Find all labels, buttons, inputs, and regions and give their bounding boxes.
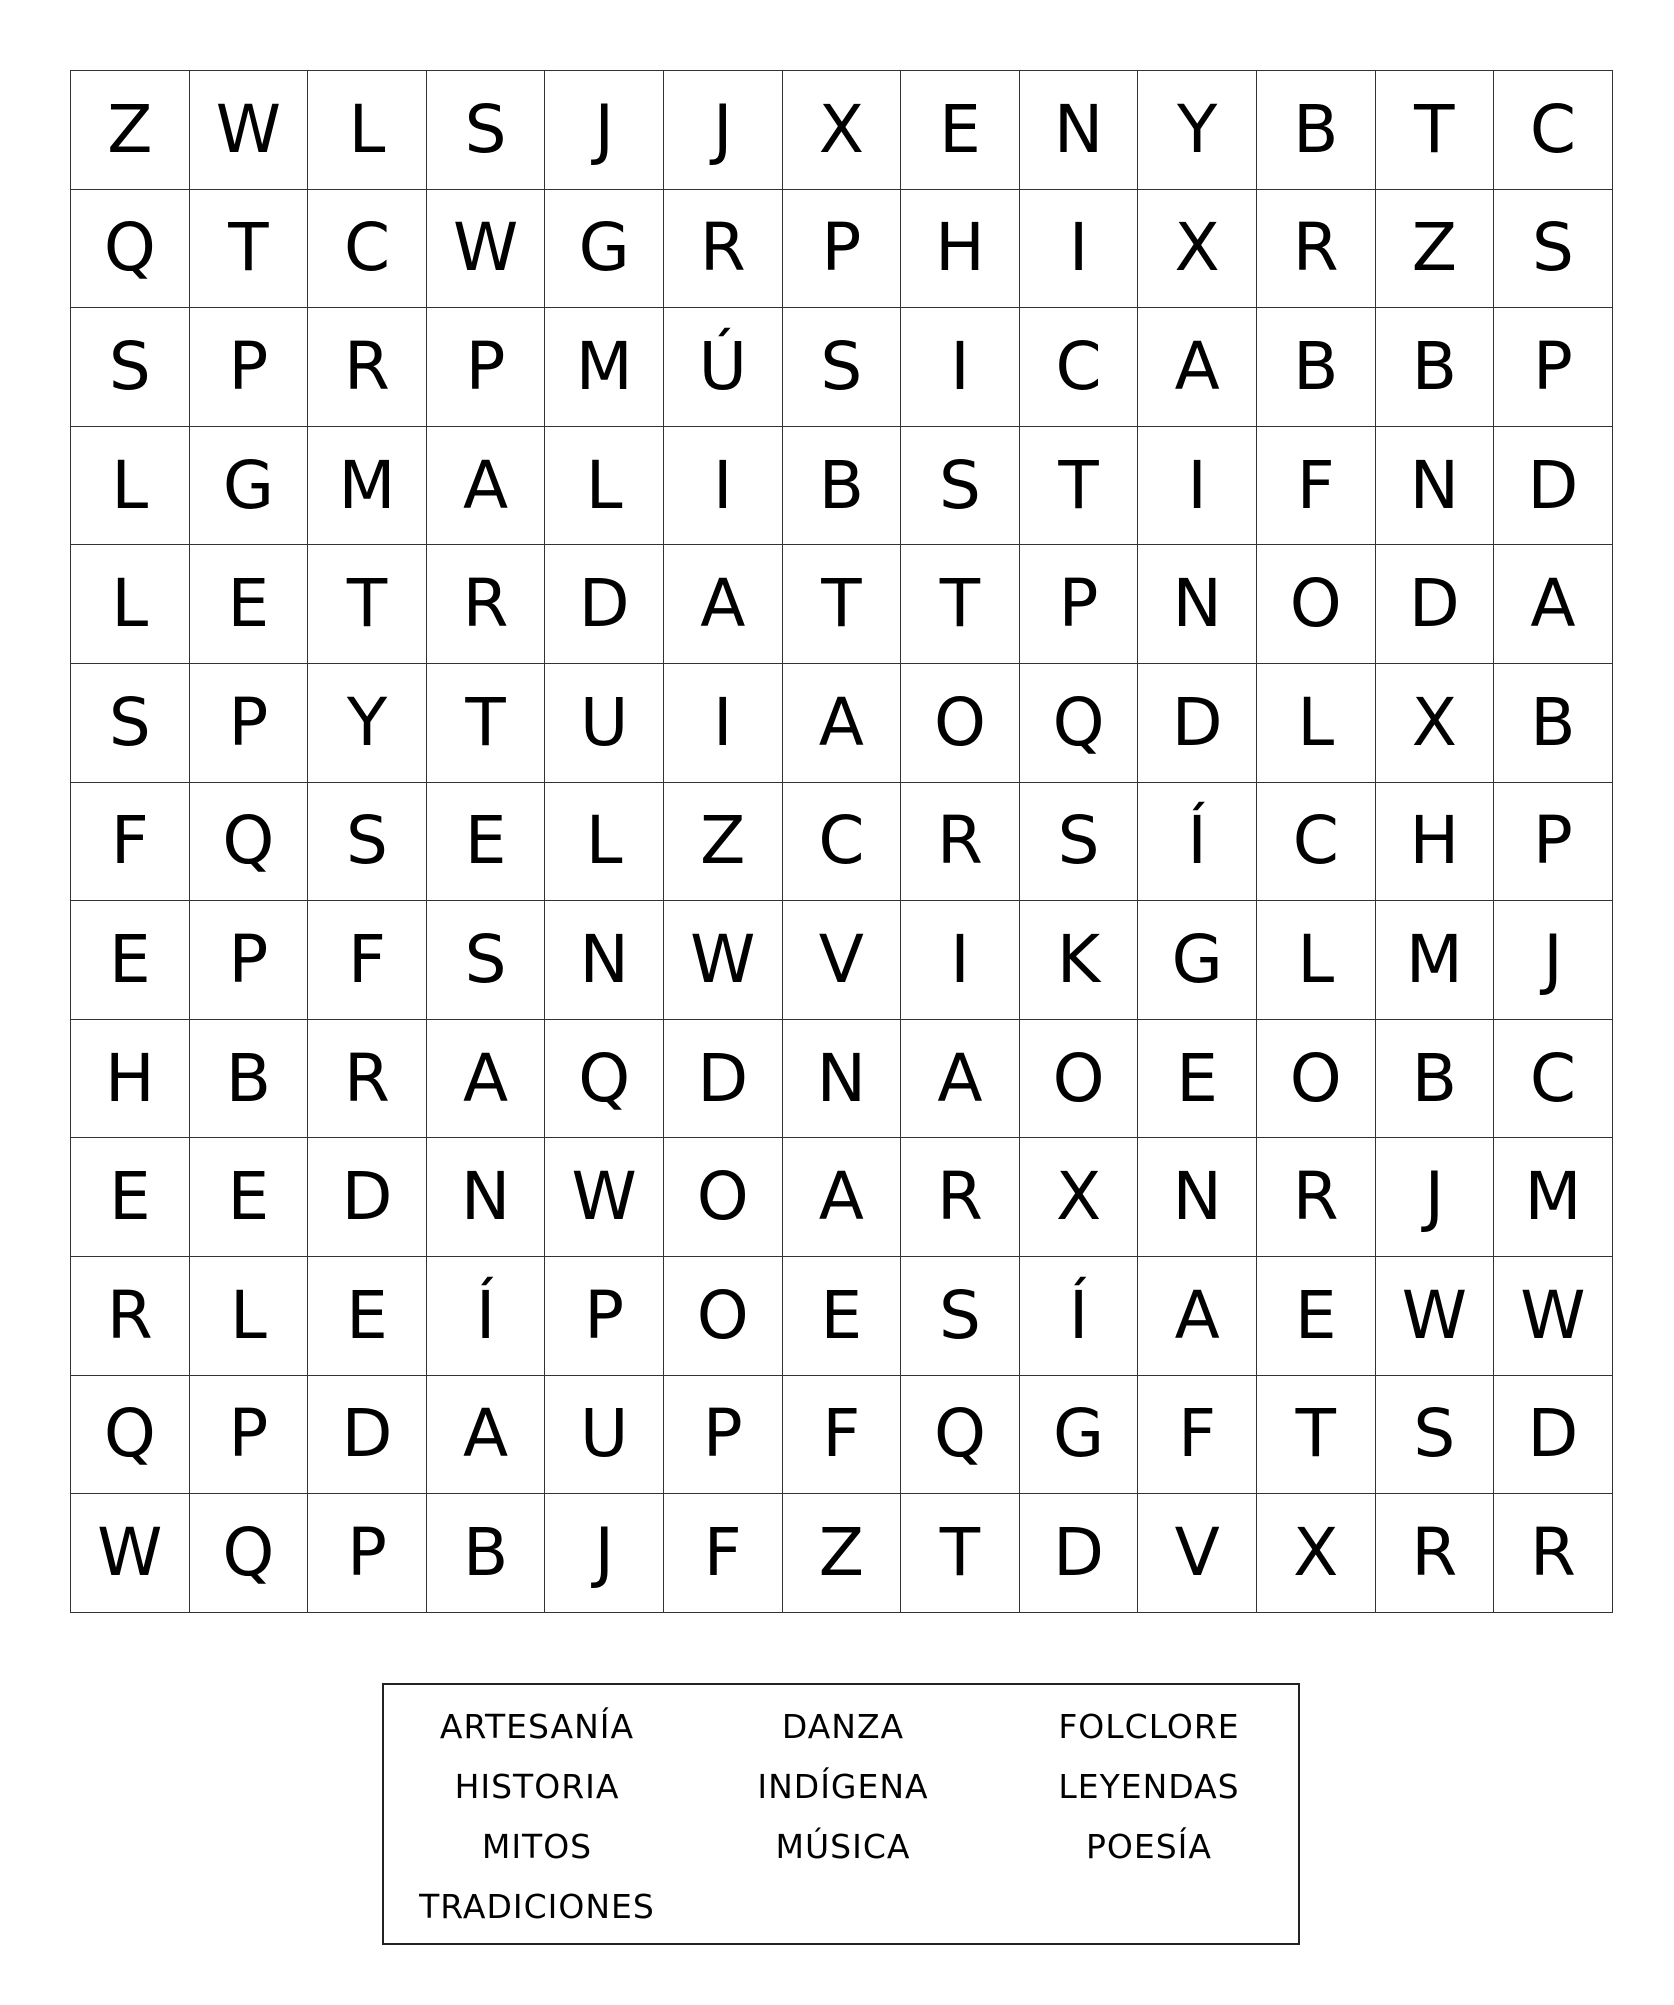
grid-cell[interactable]: W [1376,1257,1495,1376]
grid-cell[interactable]: W [71,1494,190,1613]
word-list-item: DANZA [781,1707,905,1746]
grid-cell[interactable]: V [783,901,902,1020]
grid-cell[interactable]: S [901,1257,1020,1376]
grid-cell[interactable]: C [1020,308,1139,427]
grid-cell[interactable]: R [1257,190,1376,309]
grid-cell[interactable]: Q [190,783,309,902]
grid-cell[interactable]: Z [783,1494,902,1613]
grid-cell[interactable]: R [901,783,1020,902]
grid-cell[interactable]: O [1257,545,1376,664]
grid-cell[interactable]: E [190,545,309,664]
grid-cell[interactable]: F [1257,427,1376,546]
grid-cell[interactable]: R [427,545,546,664]
grid-cell[interactable]: R [901,1138,1020,1257]
grid-cell[interactable]: P [783,190,902,309]
grid-cell[interactable]: P [545,1257,664,1376]
grid-cell[interactable]: T [1376,71,1495,190]
grid-cell[interactable]: M [308,427,427,546]
grid-cell[interactable]: J [664,71,783,190]
grid-cell[interactable]: Q [71,1376,190,1495]
word-list-item: FOLCLORE [1058,1707,1240,1746]
grid-cell[interactable]: S [427,901,546,1020]
grid-cell[interactable]: R [308,308,427,427]
grid-cell[interactable]: A [427,427,546,546]
grid-cell[interactable]: Z [1376,190,1495,309]
grid-cell[interactable]: M [1376,901,1495,1020]
grid-cell[interactable]: B [1494,664,1613,783]
grid-cell[interactable]: X [783,71,902,190]
grid-cell[interactable]: E [783,1257,902,1376]
grid-cell[interactable]: O [1020,1020,1139,1139]
grid-cell[interactable]: T [1257,1376,1376,1495]
grid-cell[interactable]: P [1020,545,1139,664]
grid-cell[interactable]: N [1138,545,1257,664]
grid-cell[interactable]: L [71,427,190,546]
grid-cell[interactable]: O [901,664,1020,783]
grid-cell[interactable]: O [664,1138,783,1257]
word-list-item: LEYENDAS [1058,1767,1240,1806]
grid-cell[interactable]: B [1376,308,1495,427]
grid-cell[interactable]: T [190,190,309,309]
grid-cell[interactable]: G [1020,1376,1139,1495]
word-list-item: MITOS [481,1827,593,1866]
grid-cell[interactable]: C [1494,1020,1613,1139]
grid-cell[interactable]: B [1257,308,1376,427]
grid-cell[interactable]: D [308,1376,427,1495]
grid-cell[interactable]: I [1020,190,1139,309]
grid-cell[interactable]: B [783,427,902,546]
grid-cell[interactable]: Q [545,1020,664,1139]
grid-cell[interactable]: P [190,1376,309,1495]
grid-cell[interactable]: H [901,190,1020,309]
grid-cell[interactable]: X [1257,1494,1376,1613]
grid-cell[interactable]: O [664,1257,783,1376]
grid-cell[interactable]: N [783,1020,902,1139]
grid-cell[interactable]: A [427,1020,546,1139]
grid-cell[interactable]: K [1020,901,1139,1020]
letter-grid [70,70,1613,1613]
grid-cell[interactable]: Q [190,1494,309,1613]
grid-cell[interactable]: N [427,1138,546,1257]
word-list-item: HISTORIA [454,1767,620,1806]
grid-cell[interactable]: D [664,1020,783,1139]
grid-cell[interactable]: M [545,308,664,427]
grid-cell[interactable]: W [1494,1257,1613,1376]
grid-cell[interactable]: B [190,1020,309,1139]
grid-cell[interactable]: T [427,664,546,783]
grid-cell[interactable]: E [190,1138,309,1257]
grid-cell[interactable]: S [1376,1376,1495,1495]
grid-cell[interactable]: E [1138,1020,1257,1139]
grid-cell[interactable]: T [901,1494,1020,1613]
grid-cell[interactable]: E [1257,1257,1376,1376]
grid-cell[interactable]: C [1257,783,1376,902]
grid-cell[interactable]: W [190,71,309,190]
grid-cell[interactable]: R [308,1020,427,1139]
word-list [382,1683,1300,1945]
grid-cell[interactable]: M [1494,1138,1613,1257]
grid-cell[interactable]: P [1494,308,1613,427]
grid-cell[interactable]: D [1138,664,1257,783]
grid-cell[interactable]: L [545,427,664,546]
word-list-item: ARTESANÍA [439,1707,635,1746]
grid-cell[interactable]: D [1494,427,1613,546]
grid-cell[interactable]: S [71,664,190,783]
grid-cell[interactable]: P [190,901,309,1020]
grid-cell[interactable]: T [1020,427,1139,546]
grid-cell[interactable]: F [308,901,427,1020]
grid-cell[interactable]: G [545,190,664,309]
grid-cell[interactable]: X [1138,190,1257,309]
grid-cell[interactable]: S [901,427,1020,546]
grid-cell[interactable]: P [1494,783,1613,902]
grid-cell[interactable]: R [71,1257,190,1376]
grid-cell[interactable]: V [1138,1494,1257,1613]
grid-cell[interactable]: S [783,308,902,427]
grid-cell[interactable]: R [1376,1494,1495,1613]
grid-cell[interactable]: F [71,783,190,902]
grid-cell[interactable]: F [783,1376,902,1495]
grid-cell[interactable]: T [783,545,902,664]
grid-cell[interactable]: P [190,308,309,427]
word-list-item: TRADICIONES [419,1887,655,1926]
grid-cell[interactable]: I [901,308,1020,427]
grid-cell[interactable]: P [190,664,309,783]
grid-cell[interactable]: P [427,308,546,427]
grid-cell[interactable]: L [71,545,190,664]
grid-cell[interactable]: Y [1138,71,1257,190]
grid-cell[interactable]: S [427,71,546,190]
grid-cell[interactable]: F [664,1494,783,1613]
grid-cell[interactable]: P [308,1494,427,1613]
grid-cell[interactable]: A [783,1138,902,1257]
grid-cell[interactable]: R [1257,1138,1376,1257]
grid-cell[interactable]: E [901,71,1020,190]
grid-cell[interactable]: G [1138,901,1257,1020]
grid-cell[interactable]: P [664,1376,783,1495]
grid-cell[interactable]: Y [308,664,427,783]
grid-cell[interactable]: Q [71,190,190,309]
word-list-item: INDÍGENA [757,1767,929,1806]
grid-cell[interactable]: D [1494,1376,1613,1495]
grid-cell[interactable]: Í [427,1257,546,1376]
grid-cell[interactable]: E [71,1138,190,1257]
grid-cell[interactable]: L [1257,664,1376,783]
grid-cell[interactable]: J [1494,901,1613,1020]
grid-cell[interactable]: A [427,1376,546,1495]
grid-cell[interactable]: U [545,1376,664,1495]
word-list-item: POESÍA [1086,1827,1212,1866]
word-list-item: MÚSICA [775,1827,911,1866]
grid-cell[interactable]: N [545,901,664,1020]
grid-cell[interactable]: A [783,664,902,783]
grid-cell[interactable]: H [1376,783,1495,902]
grid-cell[interactable]: C [1494,71,1613,190]
grid-cell[interactable]: C [308,190,427,309]
grid-cell[interactable]: O [1257,1020,1376,1139]
grid-cell[interactable]: F [1138,1376,1257,1495]
grid-cell[interactable]: D [308,1138,427,1257]
grid-cell[interactable]: N [1020,71,1139,190]
grid-cell[interactable]: S [71,308,190,427]
grid-cell[interactable]: W [664,901,783,1020]
grid-cell[interactable]: A [1138,1257,1257,1376]
grid-cell[interactable]: L [1257,901,1376,1020]
grid-cell[interactable]: Q [901,1376,1020,1495]
grid-cell[interactable]: J [545,71,664,190]
grid-cell[interactable]: S [308,783,427,902]
grid-cell[interactable]: E [71,901,190,1020]
grid-cell[interactable]: R [1494,1494,1613,1613]
grid-cell[interactable]: Z [664,783,783,902]
grid-cell[interactable]: Ú [664,308,783,427]
grid-cell[interactable]: G [190,427,309,546]
grid-cell[interactable]: Í [1020,1257,1139,1376]
grid-cell[interactable]: S [1494,190,1613,309]
grid-cell[interactable]: B [427,1494,546,1613]
grid-cell[interactable]: I [901,901,1020,1020]
grid-cell[interactable]: Q [1020,664,1139,783]
grid-cell[interactable]: D [545,545,664,664]
grid-cell[interactable]: Í [1138,783,1257,902]
grid-cell[interactable]: B [1257,71,1376,190]
grid-cell[interactable]: L [308,71,427,190]
grid-cell[interactable]: E [427,783,546,902]
grid-cell[interactable]: H [71,1020,190,1139]
grid-cell[interactable]: T [901,545,1020,664]
grid-cell[interactable]: W [427,190,546,309]
grid-cell[interactable]: S [1020,783,1139,902]
grid-cell[interactable]: I [664,664,783,783]
grid-cell[interactable]: I [664,427,783,546]
grid-cell[interactable]: A [664,545,783,664]
grid-cell[interactable]: L [190,1257,309,1376]
grid-cell[interactable]: D [1376,545,1495,664]
grid-cell[interactable]: E [308,1257,427,1376]
grid-cell[interactable]: J [545,1494,664,1613]
grid-cell[interactable]: Z [71,71,190,190]
grid-cell[interactable]: W [545,1138,664,1257]
grid-cell[interactable]: T [308,545,427,664]
grid-cell[interactable]: A [1494,545,1613,664]
grid-cell[interactable]: A [901,1020,1020,1139]
grid-cell[interactable]: N [1376,427,1495,546]
grid-cell[interactable]: U [545,664,664,783]
grid-cell[interactable]: B [1376,1020,1495,1139]
grid-cell[interactable]: L [545,783,664,902]
grid-cell[interactable]: D [1020,1494,1139,1613]
grid-cell[interactable]: I [1138,427,1257,546]
grid-cell[interactable]: A [1138,308,1257,427]
grid-cell[interactable]: X [1376,664,1495,783]
grid-cell[interactable]: C [783,783,902,902]
grid-cell[interactable]: J [1376,1138,1495,1257]
grid-cell[interactable]: R [664,190,783,309]
grid-cell[interactable]: N [1138,1138,1257,1257]
grid-cell[interactable]: X [1020,1138,1139,1257]
